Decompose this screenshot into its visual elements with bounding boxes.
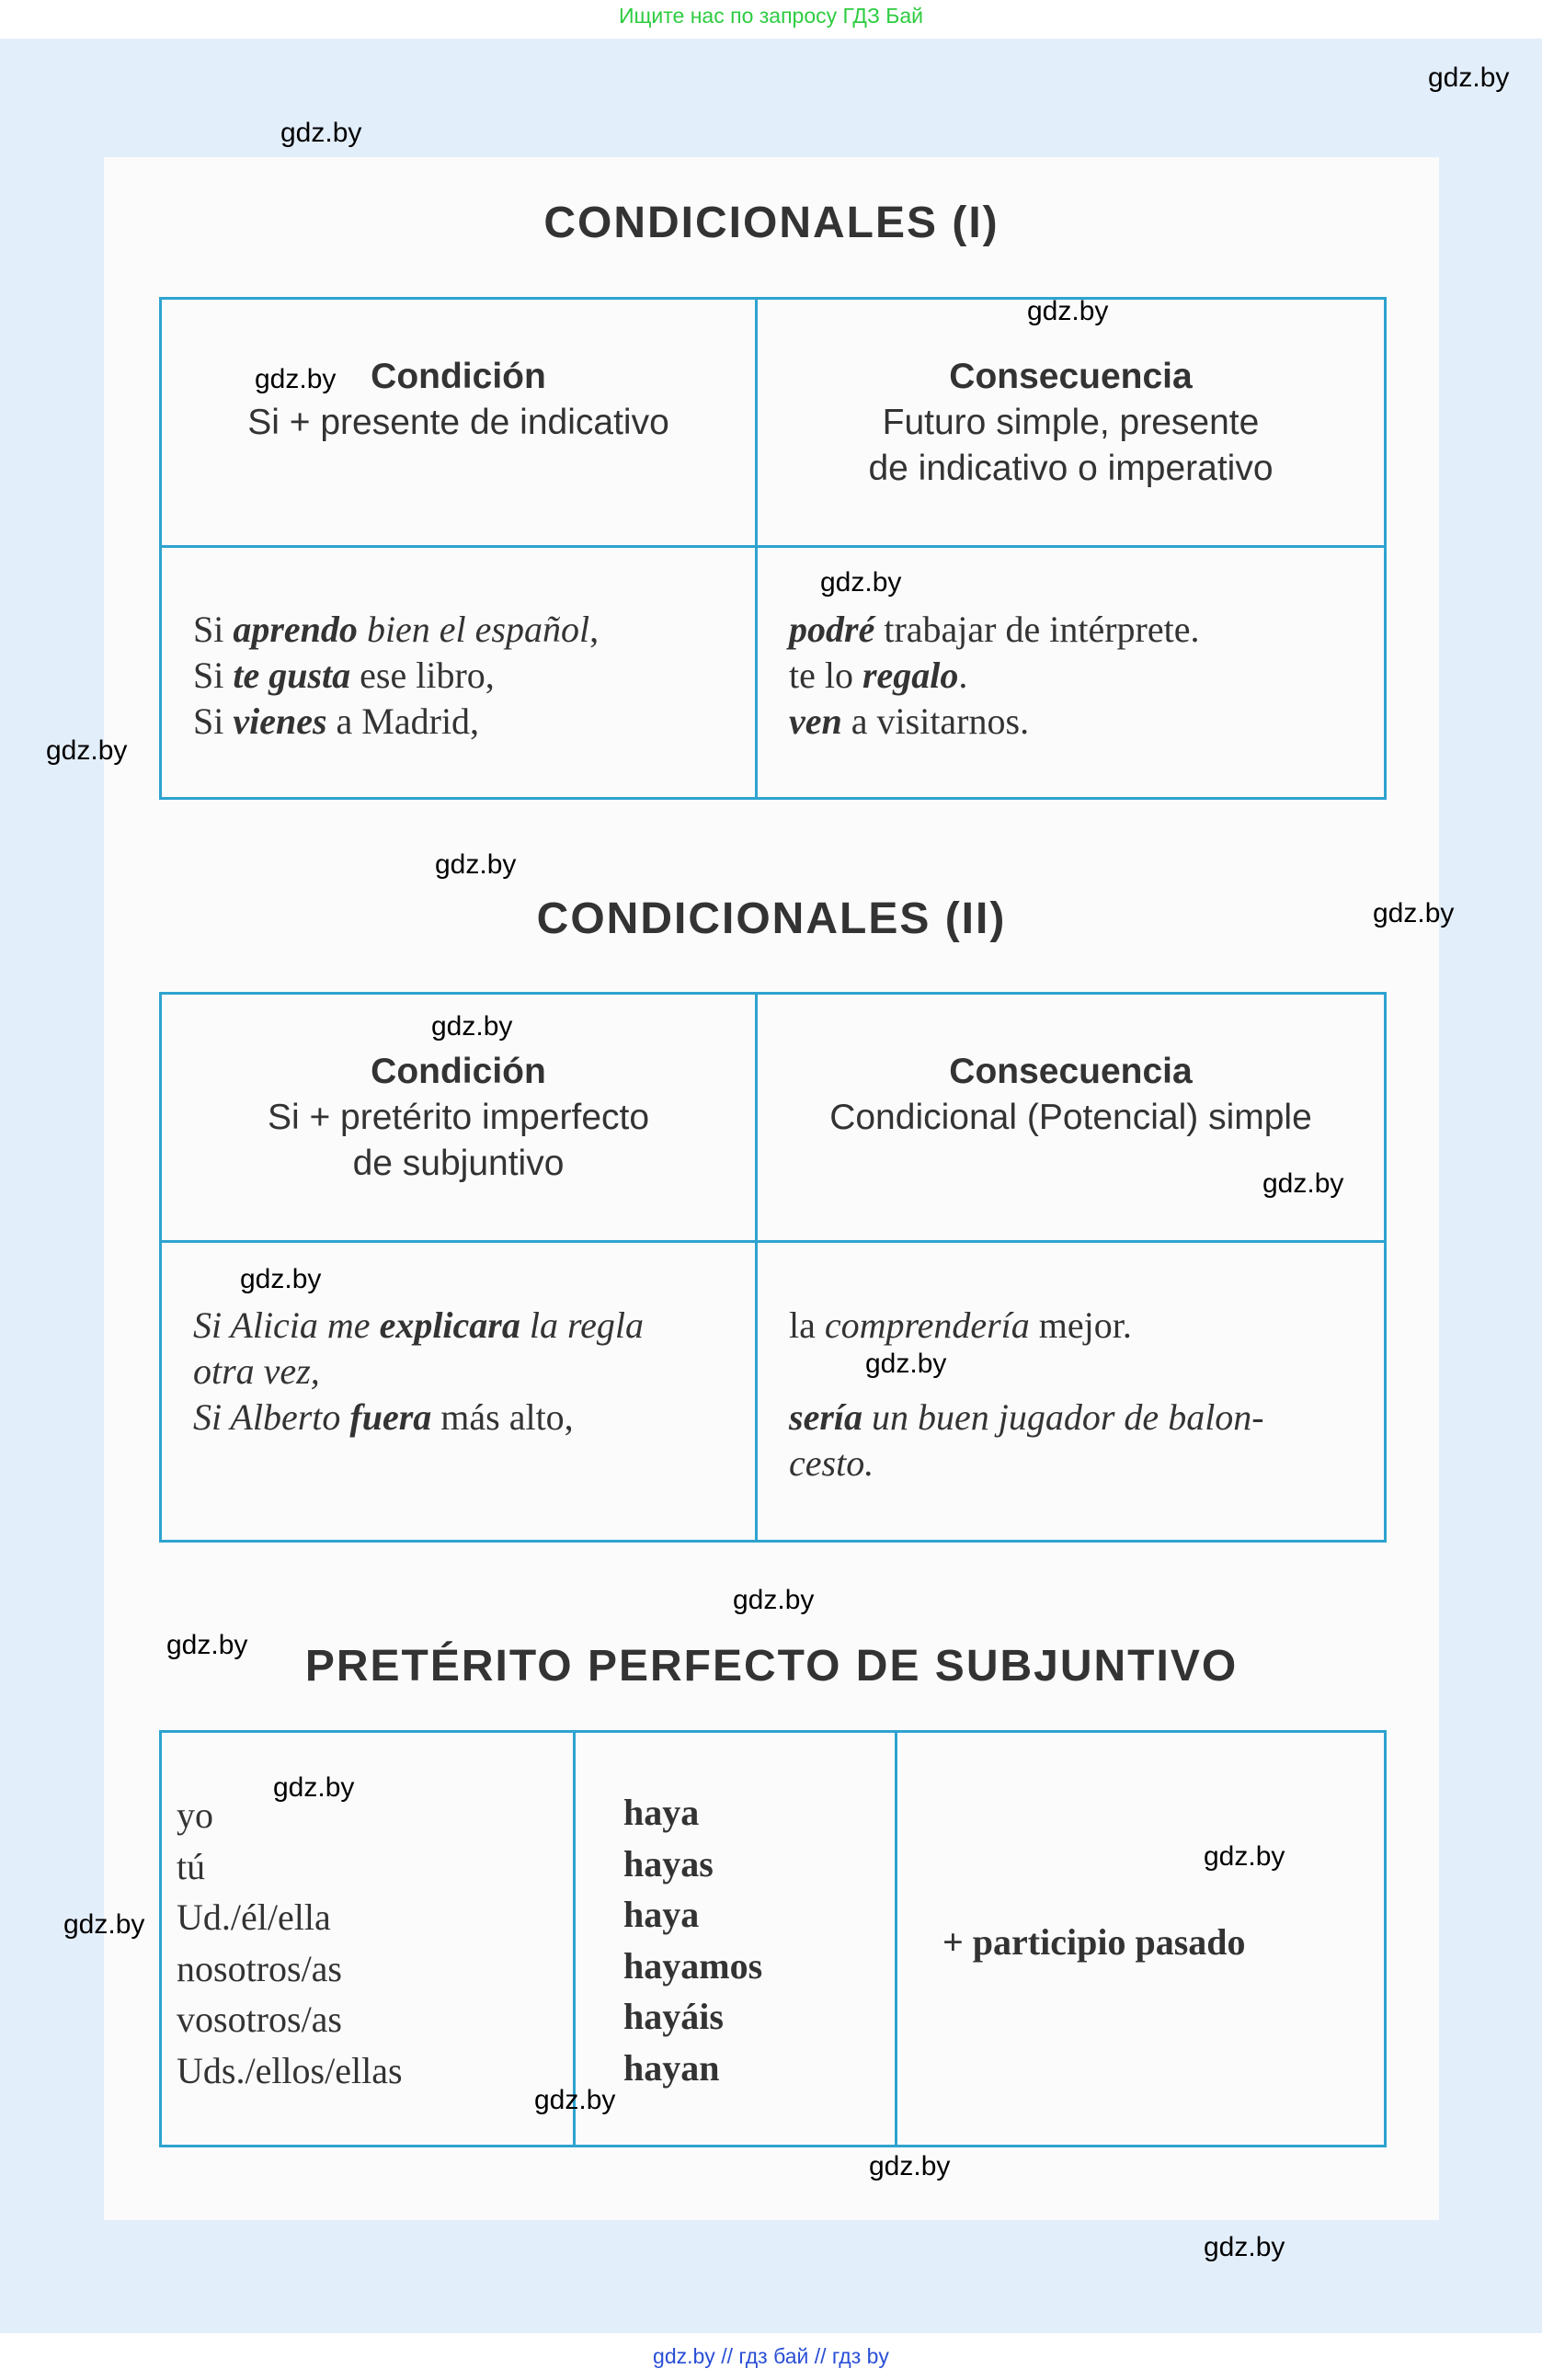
haber-forms xyxy=(623,1787,762,2093)
example-line: ven a visitarnos. xyxy=(789,700,1030,742)
participle-rule: + participio pasado xyxy=(942,1921,1246,1963)
pronoun-list xyxy=(177,1790,403,2096)
section1-examples-left xyxy=(193,607,599,745)
watermark: gdz.by xyxy=(1373,898,1455,928)
consequence-heading: Consecuencia xyxy=(949,357,1193,396)
pronoun: nosotros/as xyxy=(177,1947,342,1989)
bottom-banner: gdz.by // гдз бай // гдз by xyxy=(0,2333,1542,2380)
section1-condition xyxy=(162,354,755,446)
example-line: Si Alberto fuera más alto, xyxy=(193,1396,574,1438)
section2-row-divider xyxy=(159,1240,1387,1243)
example-line: otra vez, xyxy=(193,1350,320,1392)
watermark: gdz.by xyxy=(733,1585,815,1615)
verb-form: hayáis xyxy=(623,1996,724,2037)
example-line: cesto. xyxy=(789,1442,874,1484)
section2-examples-right xyxy=(789,1303,1264,1486)
example-line: la comprendería mejor. xyxy=(789,1304,1132,1346)
watermark: gdz.by xyxy=(1204,1841,1285,1872)
pronoun: tú xyxy=(177,1845,206,1887)
condition-heading: Condición xyxy=(371,357,546,396)
section2-examples-left xyxy=(193,1303,644,1441)
consequence-line: Futuro simple, presente xyxy=(882,403,1260,442)
consequence-line: de indicativo o imperativo xyxy=(868,449,1274,488)
section3-divider-2 xyxy=(895,1730,897,2147)
consequence-text: Condicional (Potencial) simple xyxy=(829,1098,1312,1137)
watermark: gdz.by xyxy=(273,1772,355,1803)
verb-form: hayan xyxy=(623,2046,720,2089)
condition-line: Si + pretérito imperfecto xyxy=(267,1098,650,1137)
watermark: gdz.by xyxy=(46,735,128,766)
watermark: gdz.by xyxy=(431,1011,513,1042)
verb-form: haya xyxy=(623,1792,700,1833)
verb-form: haya xyxy=(623,1894,700,1935)
consequence-heading: Consecuencia xyxy=(949,1052,1193,1091)
example-line: te lo regalo. xyxy=(789,655,968,696)
section3-title: PRETÉRITO PERFECTO DE SUBJUNTIVO xyxy=(304,1642,1239,1691)
example-line: Si te gusta ese libro, xyxy=(193,655,495,696)
pronoun: yo xyxy=(177,1794,213,1836)
pronoun: vosotros/as xyxy=(177,1999,342,2040)
top-banner: Ищите нас по запросу ГДЗ Бай xyxy=(0,0,1542,39)
watermark: gdz.by xyxy=(63,1909,145,1940)
section2-condition xyxy=(162,1049,755,1187)
section1-examples-right xyxy=(789,607,1199,745)
section1-title: CONDICIONALES (I) xyxy=(543,199,999,247)
example-line: Si aprendo bien el español, xyxy=(193,609,600,650)
watermark: gdz.by xyxy=(865,1349,947,1379)
verb-form: hayas xyxy=(623,1842,714,1885)
example-line: sería un buen jugador de balon- xyxy=(789,1396,1264,1438)
example-line: Si Alicia me explicara la regla xyxy=(193,1304,644,1346)
condition-text: Si + presente de indicativo xyxy=(247,403,669,442)
section2-title: CONDICIONALES (II) xyxy=(536,894,1007,943)
verb-form: hayamos xyxy=(623,1944,763,1987)
pronoun: Ud./él/ella xyxy=(177,1896,331,1938)
example-line: Si vienes a Madrid, xyxy=(193,700,480,742)
watermark: gdz.by xyxy=(166,1630,248,1660)
condition-heading: Condición xyxy=(371,1052,546,1091)
watermark: gdz.by xyxy=(820,567,902,598)
example-line: podré trabajar de intérprete. xyxy=(789,609,1200,650)
watermark: gdz.by xyxy=(869,2151,951,2181)
condition-line: de subjuntivo xyxy=(352,1144,565,1183)
watermark: gdz.by xyxy=(1204,2232,1285,2262)
watermark: gdz.by xyxy=(1262,1168,1344,1199)
watermark: gdz.by xyxy=(280,118,362,148)
watermark: gdz.by xyxy=(534,2085,616,2115)
pronoun: Uds./ellos/ellas xyxy=(177,2049,403,2091)
section1-row-divider xyxy=(159,545,1387,548)
section1-consequence xyxy=(758,354,1384,492)
watermark: gdz.by xyxy=(1428,63,1510,93)
watermark: gdz.by xyxy=(240,1264,322,1294)
watermark: gdz.by xyxy=(255,364,337,394)
section2-consequence xyxy=(758,1049,1384,1141)
watermark: gdz.by xyxy=(435,849,517,880)
watermark: gdz.by xyxy=(1027,296,1109,326)
